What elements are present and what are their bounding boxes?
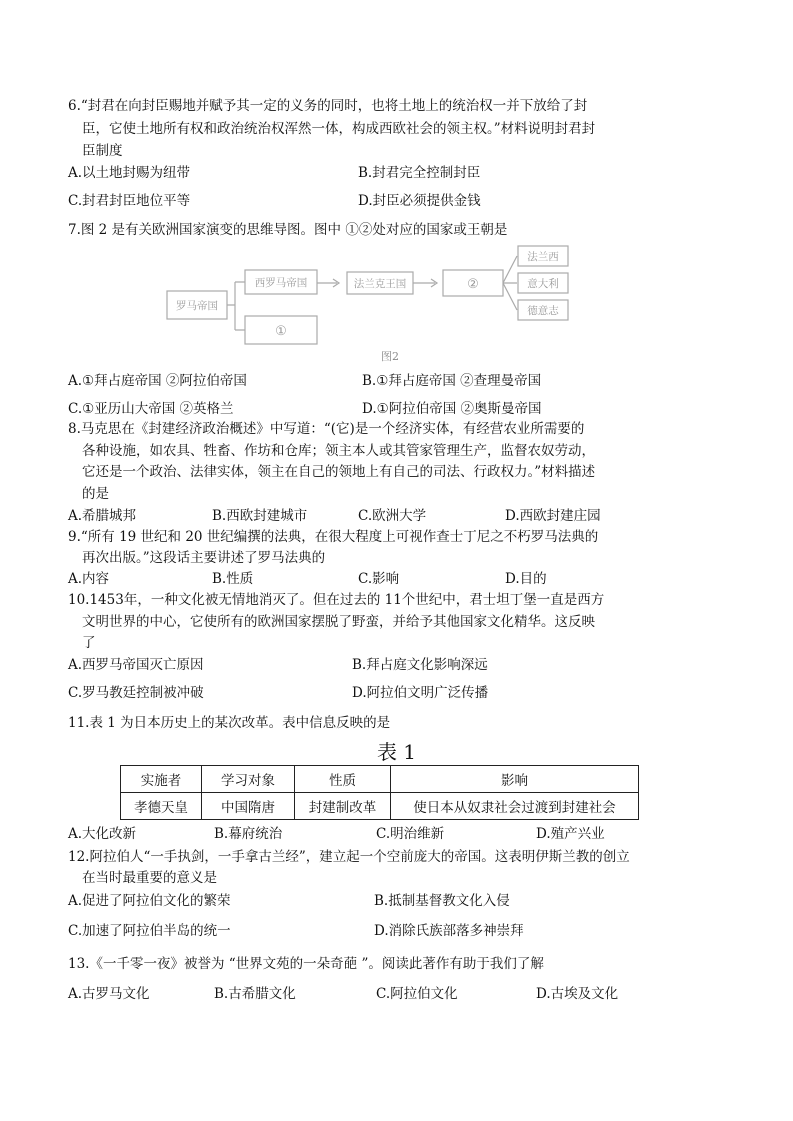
- q10-option-a[interactable]: A.西罗马帝国灭亡原因: [68, 657, 204, 673]
- q11-option-c[interactable]: C.明治维新: [376, 826, 445, 842]
- label-slot-1: ①: [275, 324, 287, 339]
- q8-line-1: 8.马克思在《封建经济政治概述》中写道：“(它)是一个经济实体，有经营农业所需要的: [68, 421, 585, 437]
- label-germany: 德意志: [527, 305, 559, 317]
- q6-option-c[interactable]: C.封君封臣地位平等: [68, 193, 191, 209]
- q10-option-d[interactable]: D.阿拉伯文明广泛传播: [352, 685, 489, 701]
- table-cell: 使日本从奴隶社会过渡到封建社会: [391, 793, 639, 820]
- label-roman-empire: 罗马帝国: [176, 300, 218, 312]
- q9-line-1: 9.“所有 19 世纪和 20 世纪编撰的法典，在很大程度上可视作查士丁尼之不朽罗马法典的: [68, 529, 599, 545]
- label-slot-2: ②: [467, 277, 479, 292]
- table-header-row: [121, 766, 639, 793]
- q10-line-3: 了: [82, 635, 96, 651]
- table-cell: 封建制改革: [295, 793, 391, 820]
- q10-line-2: 文明世界的中心，它使所有的欧洲国家摆脱了野蛮，并给予其他国家文化精华。这反映: [82, 614, 595, 630]
- q10-line-1: 10.1453年，一种文化被无情地消灭了。但在过去的 11个世纪中，君士坦丁堡一直是西方: [68, 592, 605, 608]
- q7-option-d[interactable]: D.①阿拉伯帝国 ②奥斯曼帝国: [362, 401, 542, 417]
- q11-stem: 11.表 1 为日本历史上的某次改革。表中信息反映的是: [68, 715, 391, 731]
- q9-option-b[interactable]: B.性质: [212, 571, 254, 587]
- q12-line-2: 在当时最重要的意义是: [82, 870, 217, 886]
- q9-line-2: 再次出版。”这段话主要讲述了罗马法典的: [82, 550, 326, 566]
- q7-option-c[interactable]: C.①亚历山大帝国 ②英格兰: [68, 401, 234, 417]
- q12-option-c[interactable]: C.加速了阿拉伯半岛的统一: [68, 923, 231, 939]
- q8-option-a[interactable]: A.希腊城邦: [68, 508, 137, 524]
- q9-option-d[interactable]: D.目的: [505, 571, 547, 587]
- q9-option-a[interactable]: A.内容: [68, 571, 110, 587]
- table-title: 表 1: [376, 740, 417, 764]
- q12-option-d[interactable]: D.消除氏族部落多神崇拜: [374, 923, 524, 939]
- q12-option-b[interactable]: B.抵制基督教文化入侵: [374, 893, 510, 909]
- q8-option-c[interactable]: C.欧洲大学: [358, 508, 427, 524]
- q11-option-a[interactable]: A.大化改新: [68, 826, 137, 842]
- q11-option-d[interactable]: D.殖产兴业: [536, 826, 605, 842]
- table-row: [121, 793, 639, 820]
- q13-option-c[interactable]: C.阿拉伯文化: [376, 986, 458, 1002]
- q8-option-b[interactable]: B.西欧封建城市: [212, 508, 308, 524]
- evolution-mind-map: [165, 243, 585, 368]
- label-italy: 意大利: [527, 278, 559, 290]
- q13-option-a[interactable]: A.古罗马文化: [68, 986, 150, 1002]
- q7-stem: 7.图 2 是有关欧洲国家演变的思维导图。图中 ①②处对应的国家或王朝是: [68, 222, 508, 238]
- table-header: 学习对象: [202, 766, 295, 793]
- q10-option-c[interactable]: C.罗马教廷控制被冲破: [68, 685, 204, 701]
- q6-option-d[interactable]: D.封臣必须提供金钱: [358, 193, 481, 209]
- q13-option-b[interactable]: B.古希腊文化: [214, 986, 296, 1002]
- label-france: 法兰西: [527, 251, 559, 263]
- q11-option-b[interactable]: B.幕府统治: [214, 826, 283, 842]
- q9-option-c[interactable]: C.影响: [358, 571, 400, 587]
- q7-option-a[interactable]: A.①拜占庭帝国 ②阿拉伯帝国: [68, 373, 247, 389]
- table-cell: 中国隋唐: [202, 793, 295, 820]
- table-cell: 孝德天皇: [121, 793, 202, 820]
- reform-table: [120, 765, 639, 820]
- q10-option-b[interactable]: B.拜占庭文化影响深远: [352, 657, 488, 673]
- table-header: 影响: [391, 766, 639, 793]
- q8-line-3: 它还是一个政治、法律实体，领主在自己的领地上有自己的司法、行政权力。”材料描述: [82, 464, 596, 480]
- q12-line-1: 12.阿拉伯人“一手执剑，一手拿古兰经”，建立起一个空前庞大的帝国。这表明伊斯兰教的创立: [68, 849, 630, 865]
- table-header: 实施者: [121, 766, 202, 793]
- q7-option-b[interactable]: B.①拜占庭帝国 ②查理曼帝国: [362, 373, 542, 389]
- q13-option-d[interactable]: D.古埃及文化: [536, 986, 619, 1002]
- q6-line-1: 6.“封君在向封臣赐地并赋予其一定的义务的同时，也将土地上的统治权一并下放给了封: [68, 98, 588, 114]
- label-frankish-kingdom: 法兰克王国: [353, 278, 407, 290]
- q8-option-d[interactable]: D.西欧封建庄园: [505, 508, 601, 524]
- q8-line-4: 的是: [82, 486, 109, 502]
- q6-line-2: 臣，它使土地所有权和政治统治权浑然一体，构成西欧社会的领主权。”材料说明封君封: [82, 121, 596, 137]
- table-header: 性质: [295, 766, 391, 793]
- q13-stem: 13.《一千零一夜》被誉为 “世界文苑的一朵奇葩 ”。阅读此著作有助于我们了解: [68, 956, 544, 972]
- q6-line-3: 臣制度: [82, 143, 123, 159]
- q6-option-a[interactable]: A.以土地封赐为纽带: [68, 165, 191, 181]
- label-west-roman-empire: 西罗马帝国: [254, 277, 308, 289]
- q6-option-b[interactable]: B.封君完全控制封臣: [358, 165, 481, 181]
- figure-caption: 图2: [381, 350, 399, 363]
- q12-option-a[interactable]: A.促进了阿拉伯文化的繁荣: [68, 893, 231, 909]
- q8-line-2: 各种设施，如农具、牲畜、作坊和仓库；领主本人或其管家管理生产，监督农奴劳动，: [82, 443, 595, 459]
